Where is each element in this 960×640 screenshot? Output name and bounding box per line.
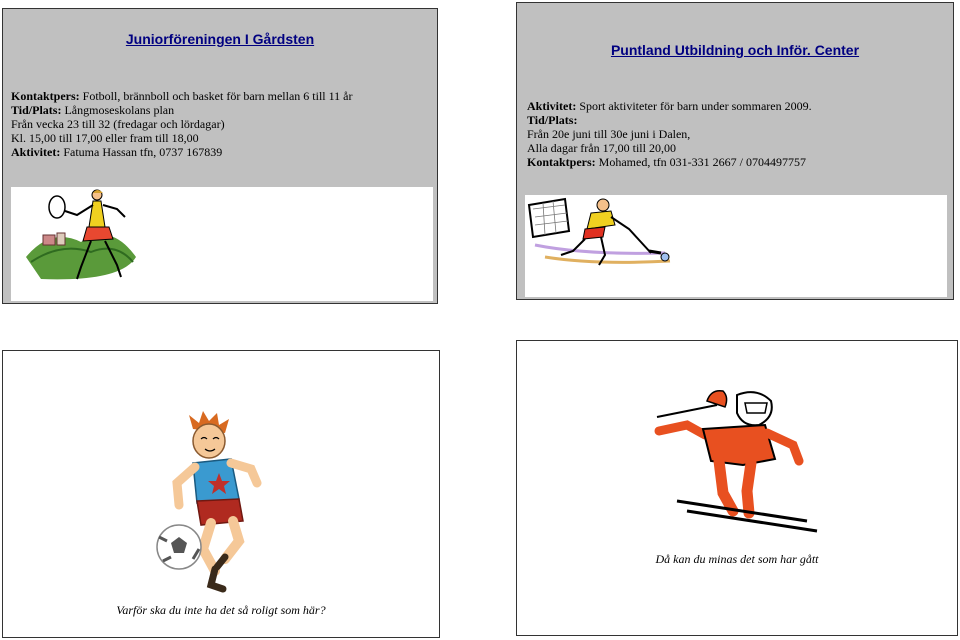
- soccer-player-icon: [153, 409, 293, 599]
- body-line: [527, 141, 812, 155]
- slide-body: [11, 89, 353, 159]
- line-text: Kl. 15,00 till 17,00 eller fram till 18,00: [11, 131, 199, 145]
- clipart-panel: [11, 187, 433, 301]
- line-label: Tid/Plats:: [11, 103, 62, 117]
- line-label: Kontaktpers:: [11, 89, 80, 103]
- body-line: [527, 113, 812, 127]
- clipart-panel: [525, 195, 947, 297]
- slide-body: [527, 99, 812, 169]
- line-label: Kontaktpers:: [527, 155, 596, 169]
- body-line: [11, 131, 353, 145]
- line-text: Sport aktiviteter för barn under sommaren 2009.: [576, 99, 812, 113]
- line-text: Fatuma Hassan tfn, 0737 167839: [60, 145, 223, 159]
- slide-caption: Varför ska du inte ha det så roligt som här?: [116, 603, 326, 617]
- slide-skier: [516, 340, 958, 636]
- skier-icon: [647, 381, 827, 551]
- body-line: [11, 103, 353, 117]
- line-label: Tid/Plats:: [527, 113, 578, 127]
- slide-juniorforeningen: [2, 8, 438, 304]
- body-line: [11, 145, 353, 159]
- line-label: Aktivitet:: [527, 99, 577, 113]
- hockey-player-icon: [525, 195, 675, 275]
- slide-soccer: [2, 350, 440, 638]
- slide-title: Juniorföreningen I Gårdsten: [125, 31, 315, 47]
- body-line: [11, 117, 353, 131]
- body-line: [11, 89, 353, 103]
- body-line: [527, 155, 812, 169]
- line-text: Långmoseskolans plan: [61, 103, 175, 117]
- tennis-player-icon: [21, 187, 141, 287]
- line-text: Från 20e juni till 30e juni i Dalen,: [527, 127, 691, 141]
- line-label: Aktivitet:: [11, 145, 61, 159]
- slide-caption: Då kan du minas det som har gått: [655, 552, 819, 566]
- line-text: Alla dagar från 17,00 till 20,00: [527, 141, 676, 155]
- slide-title: Puntland Utbildning och Inför. Center: [610, 42, 860, 58]
- line-text: Mohamed, tfn 031-331 2667 / 0704497757: [595, 155, 806, 169]
- line-text: Fotboll, brännboll och basket för barn mellan 6 till 11 år: [79, 89, 353, 103]
- body-line: [527, 127, 812, 141]
- slide-puntland: [516, 2, 954, 300]
- body-line: [527, 99, 812, 113]
- line-text: Från vecka 23 till 32 (fredagar och lördagar): [11, 117, 225, 131]
